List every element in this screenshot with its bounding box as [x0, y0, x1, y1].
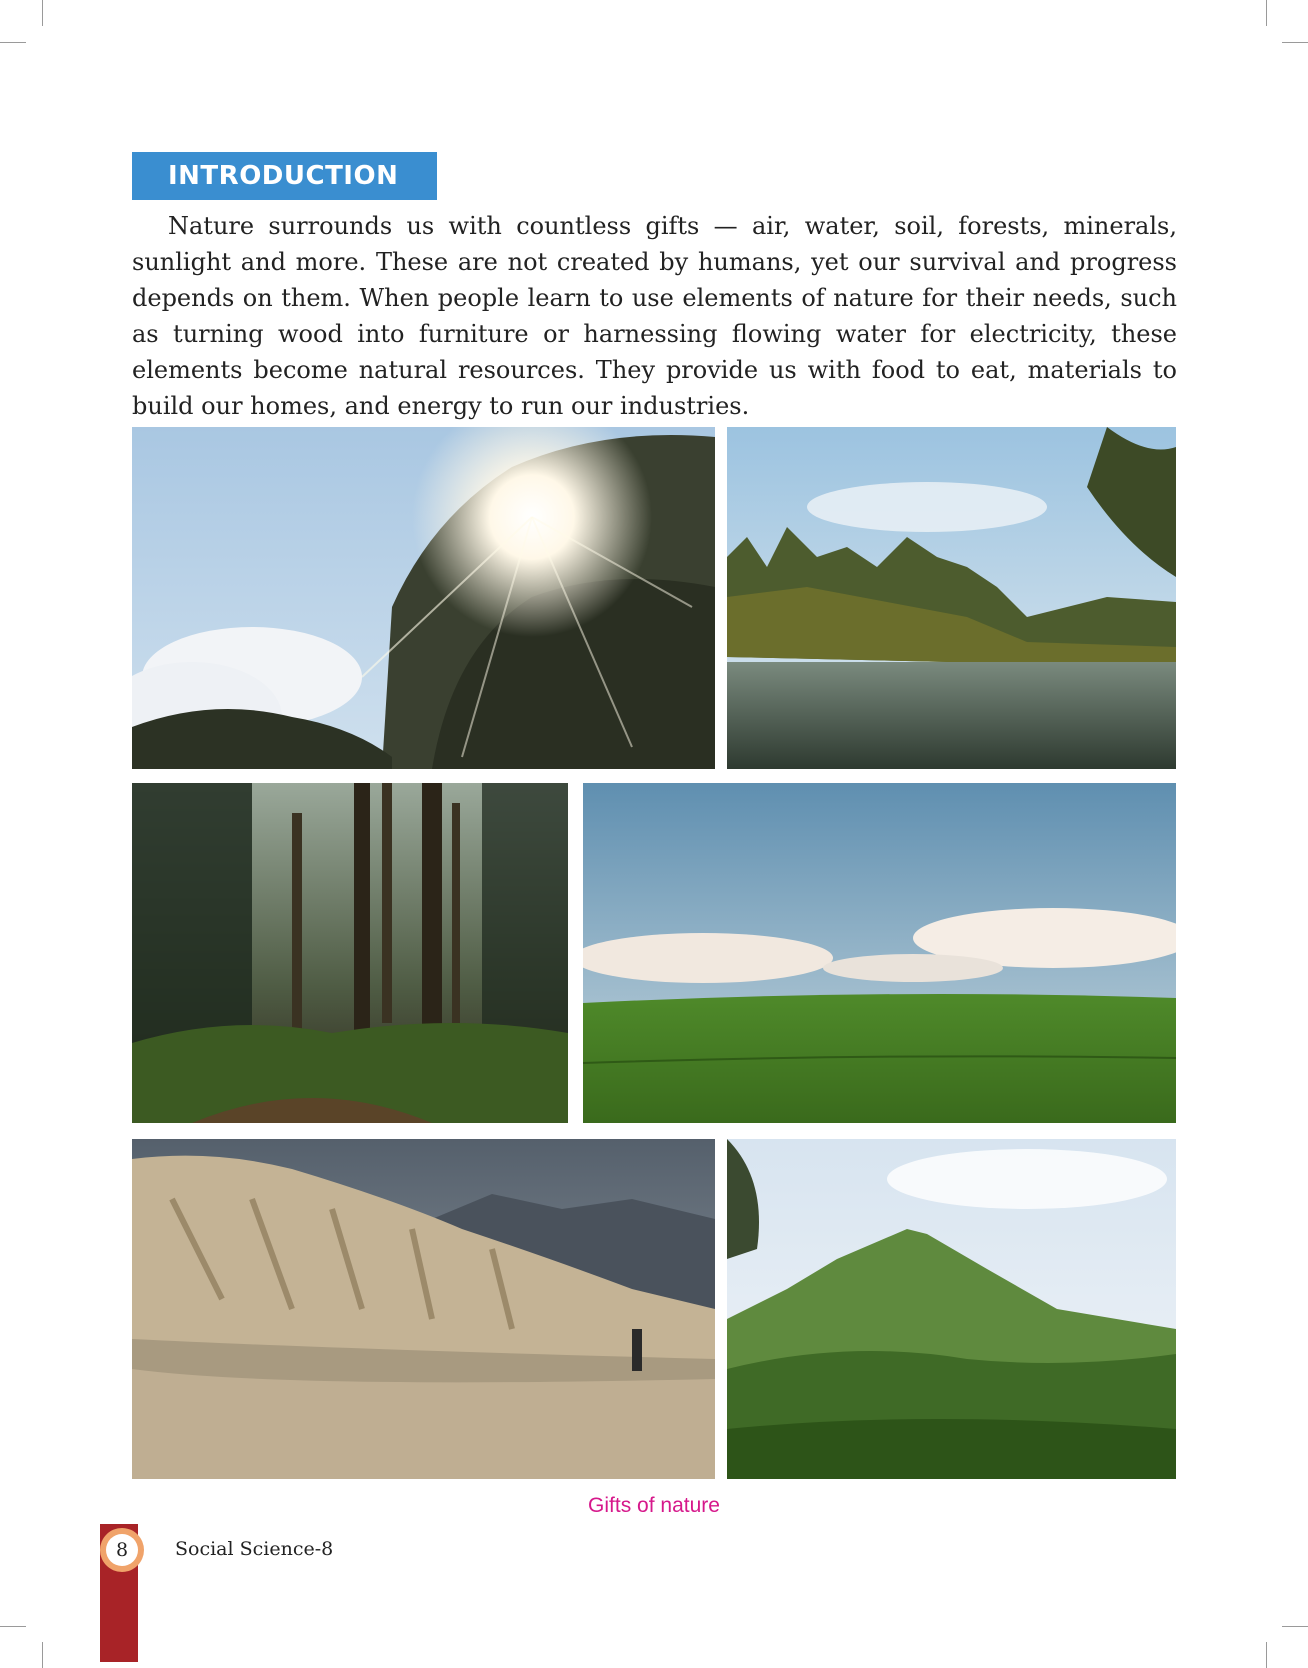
crop-mark — [0, 42, 26, 43]
crop-mark — [42, 1642, 43, 1668]
crop-mark — [1266, 0, 1267, 26]
crop-mark — [1282, 42, 1308, 43]
crop-mark — [42, 0, 43, 26]
page-number: 8 — [106, 1534, 138, 1566]
figure-caption: Gifts of nature — [588, 1494, 720, 1517]
photo-lake-with-forest — [727, 427, 1176, 769]
photo-pine-forest — [132, 783, 568, 1123]
photo-green-field — [583, 783, 1176, 1123]
photo-sun-through-trees — [132, 427, 715, 769]
section-heading-bar — [132, 152, 437, 200]
photo-barren-mountains — [132, 1139, 715, 1479]
book-title: Social Science-8 — [175, 1538, 334, 1560]
photo-green-mountain — [727, 1139, 1176, 1479]
crop-mark — [0, 1626, 26, 1627]
intro-paragraph: Nature surrounds us with countless gifts — air, water, soil, forests, minerals, sunlight and more. These are not created by humans, yet our survival and progress depends on them. When people learn to use elements of nature for their needs, such as turning wood into furniture or harnessing flowing water for electricity, these elements become natural resources. They provide us with food to eat, materials to build our homes, and energy to run our industries. — [132, 212, 1177, 420]
crop-mark — [1282, 1626, 1308, 1627]
crop-mark — [1266, 1642, 1267, 1668]
section-heading: INTRODUCTION — [168, 161, 399, 191]
